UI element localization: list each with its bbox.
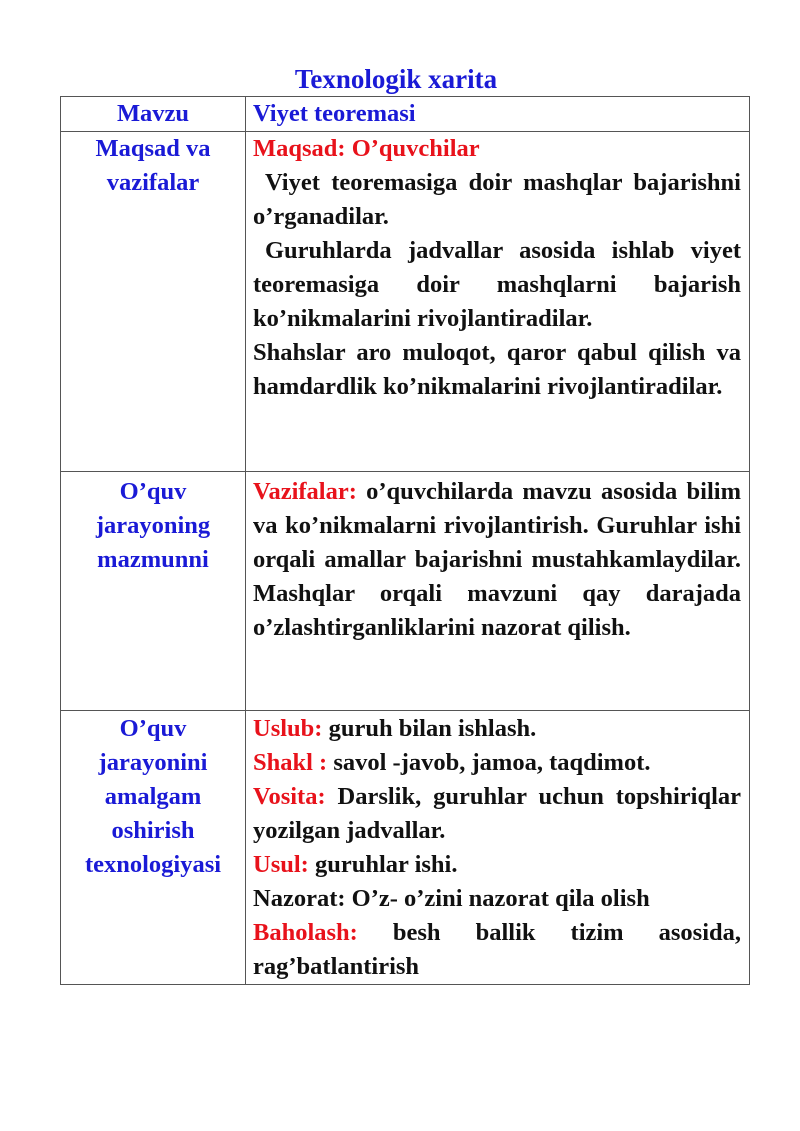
means-label: Vosita: [253, 783, 326, 810]
goals-content-cell [246, 132, 750, 472]
content-heading-line: jarayoning [95, 512, 211, 539]
assessment-label: Baholash: [253, 919, 358, 946]
assessment-text: besh ballik tizim asosida, rag’batlantirish [253, 919, 741, 980]
approach-label: Usul: [253, 851, 309, 878]
content-heading-cell [61, 472, 246, 711]
technology-heading-cell [61, 711, 246, 985]
means-line [253, 780, 741, 848]
goals-heading-cell [61, 132, 246, 472]
technology-heading-line: texnologiyasi [84, 851, 222, 878]
content-text-cell [246, 472, 750, 711]
method-line [253, 712, 741, 746]
approach-text: guruhlar ishi. [308, 851, 458, 878]
technology-heading-line: O’quv [119, 715, 187, 742]
goals-row [61, 132, 750, 472]
technology-map-table [60, 96, 750, 985]
goal-paragraph: Viyet teoremasiga doir mashqlar bajarishni o’rganadilar. [253, 169, 741, 230]
technology-heading-line: amalgam [104, 783, 202, 810]
goals-heading-line: vazifalar [106, 169, 200, 196]
approach-line [253, 848, 741, 882]
tasks-text: o’quvchilarda mavzu asosida bilim va ko’nikmalarni rivojlantirish. Guruhlar ishi orqali amallar bajarishni mustahkamlaydilar. Mashqlar orqali mavzuni qay darajada o’zlashtirganliklarini nazorat qilish. [253, 478, 742, 641]
method-label: Uslub: [253, 715, 323, 742]
form-text: savol -javob, jamoa, taqdimot. [327, 749, 651, 776]
form-line [253, 746, 741, 780]
technology-heading-line: jarayonini [98, 749, 208, 776]
goal-paragraph: Guruhlarda jadvallar asosida ishlab viyet teoremasiga doir mashqlarni bajarish ko’nikmalarini rivojlantiradilar. [253, 237, 741, 332]
tasks-label: Vazifalar: [253, 478, 357, 505]
technology-heading-line: oshirish [111, 817, 195, 844]
content-heading-line: mazmunni [97, 546, 209, 573]
technology-row [61, 711, 750, 985]
goals-heading-line: Maqsad va [95, 135, 211, 162]
header-topic-value: Viyet teoremasi [246, 97, 750, 132]
goal-label: Maqsad: O’quvchilar [253, 135, 480, 162]
goal-paragraph: Shahslar aro muloqot, qaror qabul qilish va hamdardlik ko’nikmalarini rivojlantiradilar. [253, 339, 741, 400]
method-text: guruh bilan ishlash. [322, 715, 537, 742]
content-heading-line: O’quv [119, 478, 187, 505]
content-row [61, 472, 750, 711]
header-row [61, 97, 750, 132]
assessment-line [253, 916, 741, 984]
control-line: Nazorat: O’z- o’zini nazorat qila olish [253, 885, 650, 912]
technology-content-cell [246, 711, 750, 985]
page-title: Texnologik xarita [294, 64, 498, 94]
means-text: Darslik, guruhlar uchun topshiriqlar yozilgan jadvallar. [253, 783, 741, 844]
header-topic-label: Mavzu [61, 97, 246, 132]
form-label: Shakl : [253, 749, 328, 776]
